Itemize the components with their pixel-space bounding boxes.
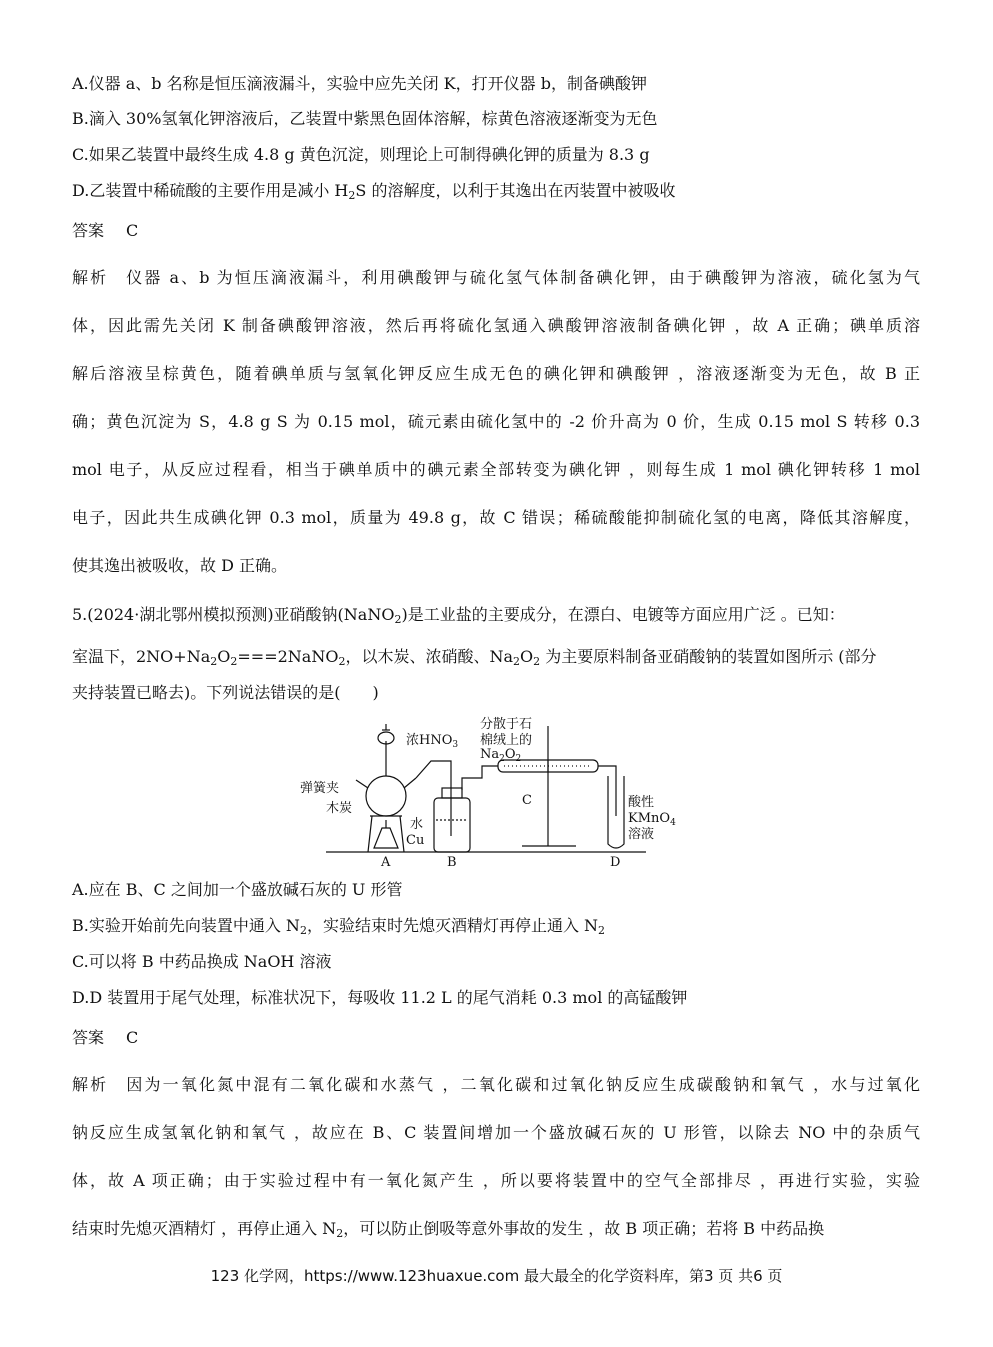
label-water: 水 bbox=[410, 817, 424, 832]
option-text: B.实验开始前先向装置中通入 N bbox=[72, 916, 300, 935]
subscript: 2 bbox=[512, 655, 520, 668]
q4-analysis-line-5: mol 电子，从反应过程看，相当于碘单质中的碘元素全部转变为碘化钾 ，则每生成 1 mol 碘化钾转移 1 mol bbox=[72, 460, 920, 479]
q5-analysis-line-2: 钠反应生成氢氧化钠和氧气 ，故应在 B、C 装置间增加一个盛放碱石灰的 U 形管，以除去 NO 中的杂质气 bbox=[72, 1123, 920, 1142]
q4-option-d-text-2: S 的溶解度，以利于其逸出在丙装置中被吸收 bbox=[355, 181, 676, 200]
subscript: 2 bbox=[515, 754, 522, 764]
q4-analysis-line-7: 使其逸出被吸收，故 D 正确。 bbox=[72, 556, 288, 575]
label-charcoal: 木炭 bbox=[326, 801, 353, 816]
label-acidic: 酸性 bbox=[628, 795, 655, 810]
answer-value: C bbox=[126, 221, 139, 240]
label-na2o2 bbox=[480, 747, 521, 764]
stem-text: ，以木炭、浓硝酸、Na bbox=[345, 647, 513, 666]
q4-option-b: B.滴入 30%氢氧化钾溶液后，乙装置中紫黑色固体溶解，棕黄色溶液逐渐变为无色 bbox=[72, 109, 658, 128]
label-a: A bbox=[381, 855, 391, 870]
q5-stem-line-2 bbox=[72, 646, 877, 668]
stem-text: 5.(2024·湖北鄂州模拟预测)亚硝酸钠(NaNO bbox=[72, 605, 395, 624]
analysis-label: 解析 bbox=[72, 1075, 109, 1094]
answer-value: C bbox=[126, 1028, 139, 1047]
tube-b-c bbox=[462, 766, 498, 790]
stem-text: O bbox=[519, 647, 534, 666]
subscript: 2 bbox=[336, 1227, 344, 1240]
apparatus-diagram bbox=[286, 716, 706, 872]
answer-label: 答案 bbox=[72, 221, 105, 240]
q5-option-d: D.D 装置用于尾气处理，标准状况下，每吸收 11.2 L 的尾气消耗 0.3 mol 的高锰酸钾 bbox=[72, 988, 688, 1007]
stem-text: O bbox=[217, 647, 231, 666]
analysis-text: ，可以防止倒吸等意外事故的发生 ，故 B 项正确；若将 B 中药品换 bbox=[343, 1219, 825, 1238]
svg-text:KMnO4 bbox=[628, 811, 676, 828]
label-kmno4: KMnO bbox=[628, 811, 671, 826]
label-hno3 bbox=[406, 733, 458, 750]
analysis-text: 仪器 a、b 为恒压滴液漏斗，利用碘酸钾与硫化氢气体制备碘化钾，由于碘酸钾为溶液，硫化氢为气 bbox=[126, 268, 920, 287]
q4-analysis-line-2: 体，因此需先关闭 K 制备碘酸钾溶液，然后再将硫化氢通入碘酸钾溶液制备碘化钾 ，故 A 正确；碘单质溶 bbox=[72, 316, 920, 335]
side-neck-left bbox=[356, 780, 368, 788]
q4-option-c: C.如果乙装置中最终生成 4.8 g 黄色沉淀，则理论上可制得碘化钾的质量为 8.3 g bbox=[72, 145, 650, 164]
bottle-b-neck bbox=[442, 788, 462, 798]
alcohol-lamp bbox=[374, 828, 398, 848]
q5-option-b bbox=[72, 915, 605, 937]
stem-text: 室温下，2NO+Na bbox=[72, 647, 211, 666]
apparatus-figure bbox=[286, 716, 706, 872]
label-d: D bbox=[610, 855, 621, 870]
q5-stem-line-3: 夹持装置已略去)。下列说法错误的是( ) bbox=[72, 683, 379, 702]
label-na2o2-text: Na bbox=[480, 747, 500, 762]
q4-answer bbox=[72, 220, 138, 242]
tube-c-d bbox=[598, 766, 616, 816]
q5-analysis-line-4 bbox=[72, 1218, 824, 1240]
q4-analysis-line-6: 电子，因此共生成碘化钾 0.3 mol，质量为 49.8 g，故 C 错误；稀硫酸能抑制硫化氢的电离，降低其溶解度， bbox=[72, 508, 920, 527]
bottle-b bbox=[434, 798, 470, 852]
q4-option-d bbox=[72, 180, 675, 202]
q4-option-a: A.仪器 a、b 名称是恒压滴液漏斗，实验中应先关闭 K，打开仪器 b，制备碘酸钾 bbox=[72, 74, 647, 93]
analysis-text: 因为一氧化氮中混有二氧化碳和水蒸气 ，二氧化碳和过氧化钠反应生成碳酸钠和氧气 ，水与过氧化 bbox=[126, 1075, 920, 1094]
subscript: 2 bbox=[533, 655, 541, 668]
subscript: 2 bbox=[210, 655, 218, 668]
label-c: C bbox=[522, 793, 532, 808]
q5-stem-line-1 bbox=[72, 604, 845, 626]
subscript: 2 bbox=[338, 655, 346, 668]
subscript: 2 bbox=[394, 613, 402, 626]
label-cu: Cu bbox=[406, 833, 425, 848]
stem-text: )是工业盐的主要成分，在漂白、电镀等方面应用广泛 。已知： bbox=[401, 605, 845, 624]
q5-analysis-line-3: 体，故 A 项正确；由于实验过程中有一氧化氮产生 ，所以要将装置中的空气全部排尽 ，再进行实验，实验 bbox=[72, 1171, 920, 1190]
page-footer: 123 化学网，https://www.123huaxue.com 最大最全的化学资料库，第3 页 共6 页 bbox=[210, 1267, 783, 1285]
subscript: 3 bbox=[452, 740, 459, 750]
q4-analysis-line-1 bbox=[72, 267, 920, 289]
label-solution: 溶液 bbox=[628, 827, 655, 842]
option-text: ，实验结束时先熄灭酒精灯再停止通入 N bbox=[306, 916, 599, 935]
label-dispersed-2: 棉绒上的 bbox=[480, 733, 533, 748]
q4-option-d-text: D.乙装置中稀硫酸的主要作用是减小 H bbox=[72, 181, 349, 200]
subscript: 2 bbox=[499, 754, 505, 764]
q5-option-a: A.应在 B、C 之间加一个盛放碱石灰的 U 形管 bbox=[72, 880, 403, 899]
q5-analysis-line-1 bbox=[72, 1074, 920, 1096]
subscript: 2 bbox=[348, 189, 356, 202]
subscript: 2 bbox=[299, 924, 307, 937]
subscript: 2 bbox=[230, 655, 238, 668]
q5-answer bbox=[72, 1027, 138, 1049]
subscript: 2 bbox=[598, 924, 606, 937]
label-b: B bbox=[447, 855, 457, 870]
stem-text: 为主要原料制备亚硝酸钠的装置如图所示 (部分 bbox=[540, 647, 877, 666]
q4-analysis-line-4: 确；黄色沉淀为 S，4.8 g S 为 0.15 mol，硫元素由硫化氢中的 -2 价升高为 0 价，生成 0.15 mol S 转移 0.3 bbox=[72, 412, 920, 431]
label-spring-clip: 弹簧夹 bbox=[300, 781, 340, 796]
side-neck-right bbox=[404, 778, 416, 788]
label-hno3-text: 浓HNO bbox=[406, 733, 453, 748]
label-dispersed-1: 分散于石 bbox=[480, 717, 533, 732]
q4-analysis-line-3: 解后溶液呈棕黄色，随着碘单质与氢氧化钾反应生成无色的碘化钾和碘酸钾 ，溶液逐渐变为无色，故 B 正 bbox=[72, 364, 920, 383]
analysis-label: 解析 bbox=[72, 268, 109, 287]
stem-text: ===2NaNO bbox=[237, 647, 339, 666]
q5-option-c: C.可以将 B 中药品换成 NaOH 溶液 bbox=[72, 952, 332, 971]
answer-label: 答案 bbox=[72, 1028, 105, 1047]
subscript: 4 bbox=[670, 818, 676, 828]
flask-a bbox=[366, 776, 406, 816]
label-na2o2-text: O bbox=[504, 747, 516, 762]
analysis-text: 结束时先熄灭酒精灯 ，再停止通入 N bbox=[72, 1219, 337, 1238]
